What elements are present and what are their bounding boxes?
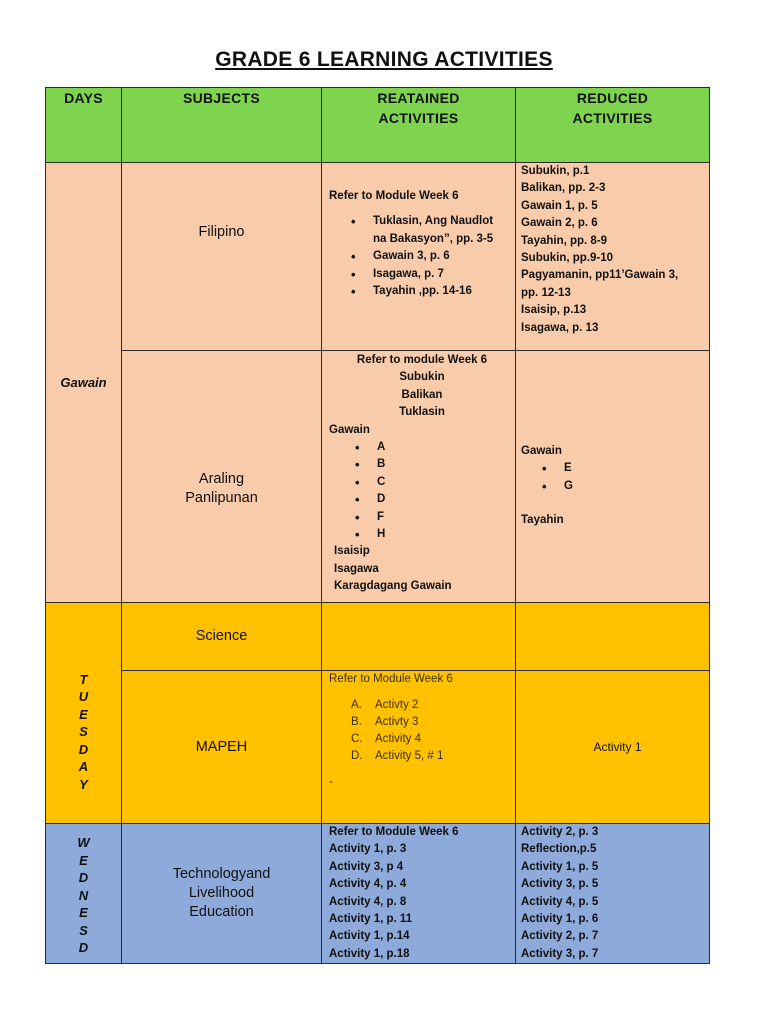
day-tuesday bbox=[46, 603, 122, 824]
science-retained bbox=[322, 603, 516, 671]
table-row bbox=[46, 603, 710, 671]
subject-science: Science bbox=[122, 603, 322, 671]
day-letter: D bbox=[78, 741, 89, 757]
list-item: • D bbox=[377, 491, 515, 508]
list-item: • H bbox=[377, 526, 515, 543]
list-item: • Tuklasin, Ang Naudlot na Bakasyon”, pp. 3-5 bbox=[373, 213, 515, 248]
list-item: C. Activity 4 bbox=[351, 733, 422, 745]
day-letter: Y bbox=[79, 776, 88, 792]
day-letter: E bbox=[79, 706, 88, 722]
day-letter: U bbox=[78, 689, 89, 705]
tle-retained: Refer to Module Week 6 Activity 1, p. 3 Activity 3, p 4 Activity 4, p. 4 Activity 4, p. 8 Activity 1, p. 11 Activity 1, p.14 Activity 1, p.18 bbox=[322, 824, 516, 964]
header-reduced: REDUCED ACTIVITIES bbox=[516, 88, 710, 163]
day-letter: E bbox=[79, 905, 88, 921]
subject-mapeh: MAPEH bbox=[122, 671, 322, 824]
day-letter: W bbox=[77, 835, 90, 851]
day-letter: D bbox=[78, 870, 89, 886]
list-item: • Tayahin ,pp. 14-16 bbox=[373, 283, 515, 300]
tle-reduced: Activity 2, p. 3 Reflection,p.5 Activity 1, p. 5 Activity 3, p. 5 Activity 4, p. 5 Activity 1, p. 6 Activity 2, p. 7 Activity 3, p. 7 bbox=[516, 824, 710, 964]
subject-araling-panlipunan: Araling Panlipunan bbox=[122, 351, 322, 603]
list-item: A. Activty 2 bbox=[351, 699, 419, 711]
day-letter: E bbox=[79, 852, 88, 868]
header-retained: REATAINED ACTIVITIES bbox=[322, 88, 516, 163]
header-row bbox=[46, 88, 710, 163]
list-item: • Isagawa, p. 7 bbox=[373, 266, 515, 283]
list-item: • B bbox=[377, 456, 515, 473]
table-row bbox=[46, 351, 710, 603]
table-row bbox=[46, 824, 710, 964]
table-row bbox=[46, 163, 710, 351]
day-letter: D bbox=[78, 940, 89, 956]
day-letter: A bbox=[78, 759, 89, 775]
mapeh-retained: Refer to Module Week 6 A. Activty 2 B. Activty 3 C. Activity 4 D. Activity 5, # 1 - bbox=[322, 671, 516, 824]
araling-retained: Refer to module Week 6 Subukin Balikan Tuklasin Gawain • A • B • C • D • F • H Isaisip Isagawa Karagdagang Gawain bbox=[322, 351, 516, 603]
filipino-retained: Refer to Module Week 6 • Tuklasin, Ang Naudlot na Bakasyon”, pp. 3-5 • Gawain 3, p. 6 • Isagawa, p. 7 • Tayahin ,pp. 14-16 bbox=[322, 163, 516, 351]
list-item: • C bbox=[377, 474, 515, 491]
list-item: • Gawain 3, p. 6 bbox=[373, 248, 515, 265]
list-item: • F bbox=[377, 509, 515, 526]
mapeh-reduced: Activity 1 bbox=[516, 671, 710, 824]
day-letter: S bbox=[79, 922, 88, 938]
list-item: • E bbox=[564, 460, 709, 477]
list-item: • G bbox=[564, 478, 709, 495]
subject-filipino: Filipino bbox=[122, 163, 322, 351]
subject-tle: Technologyand Livelihood Education bbox=[122, 824, 322, 964]
araling-reduced: Gawain • E • G Tayahin bbox=[516, 351, 710, 603]
table-row bbox=[46, 671, 710, 824]
science-reduced bbox=[516, 603, 710, 671]
list-item: D. Activity 5, # 1 bbox=[351, 750, 444, 762]
day-letter: N bbox=[78, 887, 89, 903]
day-letter: T bbox=[79, 671, 88, 687]
header-subjects: SUBJECTS bbox=[122, 88, 322, 163]
day-wednesday bbox=[46, 824, 122, 964]
activities-table bbox=[45, 87, 710, 964]
day-gawain: Gawain bbox=[46, 163, 122, 603]
filipino-reduced: Subukin, p.1 Balikan, pp. 2-3 Gawain 1, p. 5 Gawain 2, p. 6 Tayahin, pp. 8-9 Subukin, pp.9-10 Pagyamanin, pp11’Gawain 3, pp. 12-13 Isaisip, p.13 Isagawa, p. 13 bbox=[516, 163, 710, 351]
header-days: DAYS bbox=[46, 88, 122, 163]
day-letter: S bbox=[79, 724, 88, 740]
list-item: B. Activty 3 bbox=[351, 716, 419, 728]
page-title: GRADE 6 LEARNING ACTIVITIES bbox=[215, 48, 553, 71]
list-item: • A bbox=[377, 439, 515, 456]
